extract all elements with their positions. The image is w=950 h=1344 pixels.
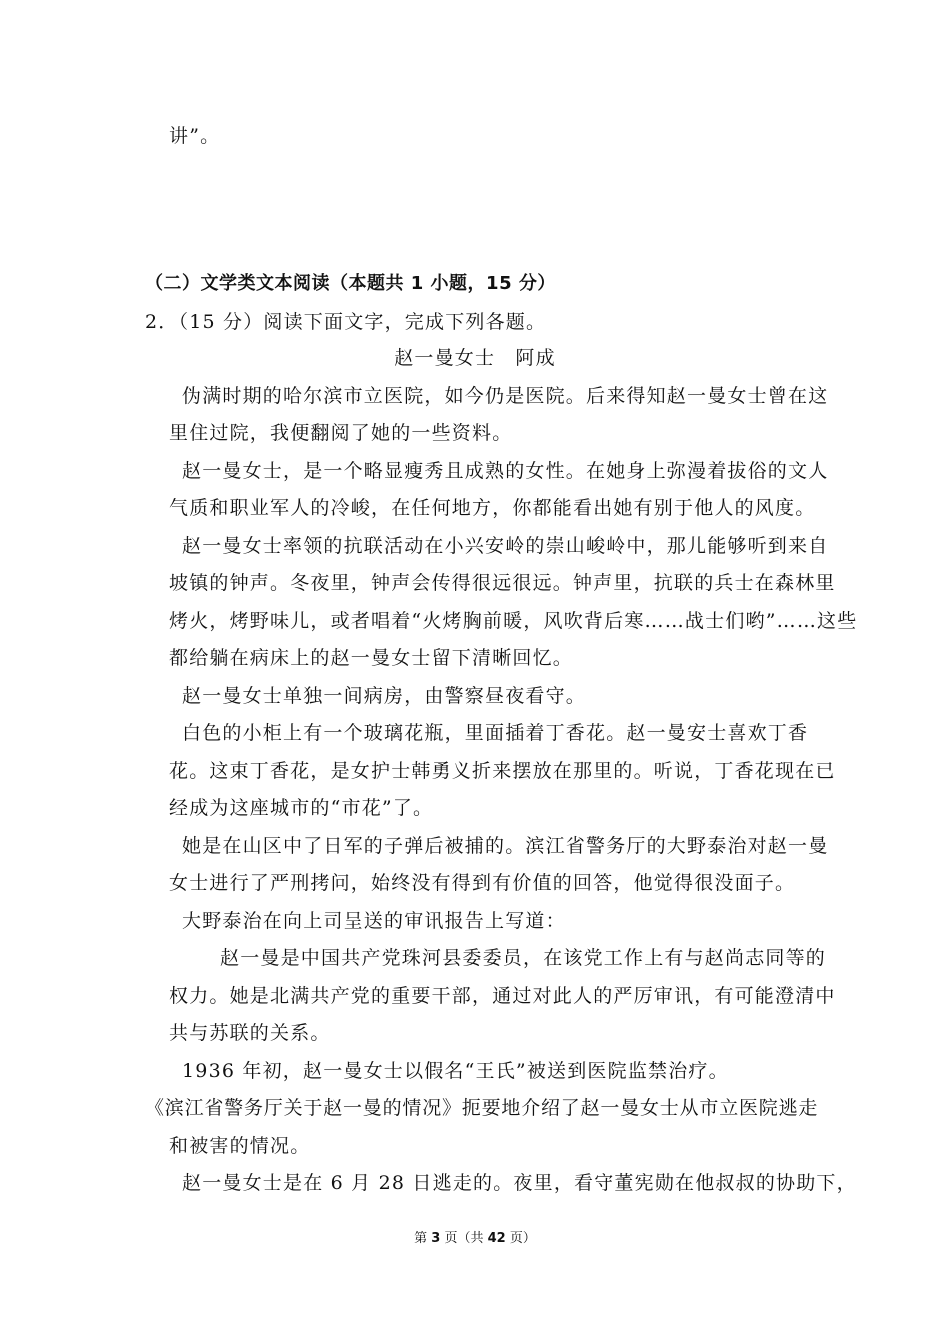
paragraph-line: 花。这束丁香花，是女护士韩勇义折来摆放在那里的。听说，丁香花现在已 bbox=[169, 760, 836, 782]
paragraph-line: 和被害的情况。 bbox=[169, 1135, 311, 1157]
quoted-report-line: 赵一曼是中国共产党珠河县委委员，在该党工作上有与赵尚志同等的 bbox=[220, 947, 827, 969]
paragraph-line: 烤火，烤野味儿，或者唱着“火烤胸前暖，风吹背后寒……战士们哟”……这些 bbox=[169, 610, 858, 632]
section-heading: （二）文学类文本阅读（本题共 1 小题，15 分） bbox=[145, 273, 556, 294]
paragraph-line: 气质和职业军人的冷峻，在任何地方，你都能看出她有别于他人的风度。 bbox=[169, 497, 816, 519]
paragraph-line: 1936 年初，赵一曼女士以假名“王氏”被送到医院监禁治疗。 bbox=[182, 1060, 729, 1082]
paragraph-line: 伪满时期的哈尔滨市立医院，如今仍是医院。后来得知赵一曼女士曾在这 bbox=[182, 385, 829, 407]
page-footer bbox=[0, 1230, 950, 1248]
paragraph-line: 赵一曼女士单独一间病房，由警察昼夜看守。 bbox=[182, 685, 587, 707]
paragraph-line: 《滨江省警务厅关于赵一曼的情况》扼要地介绍了赵一曼女士从市立医院逃走 bbox=[145, 1097, 819, 1119]
text-line: 讲”。 bbox=[169, 125, 221, 147]
paragraph-line: 女士进行了严刑拷问，始终没有得到有价值的回答，他觉得很没面子。 bbox=[169, 872, 796, 894]
paragraph-line: 赵一曼女士率领的抗联活动在小兴安岭的崇山峻岭中，那儿能够听到来自 bbox=[182, 535, 829, 557]
paragraph-line: 坡镇的钟声。冬夜里，钟声会传得很远很远。钟声里，抗联的兵士在森林里 bbox=[169, 572, 836, 594]
paragraph-line: 她是在山区中了日军的子弹后被捕的。滨江省警务厅的大野泰治对赵一曼 bbox=[182, 835, 829, 857]
footer-total-pages: 42 bbox=[487, 1231, 506, 1246]
article-title: 赵一曼女士 阿成 bbox=[394, 347, 556, 369]
quoted-report-line: 共与苏联的关系。 bbox=[169, 1022, 331, 1044]
footer-prefix: 第 bbox=[414, 1231, 428, 1246]
footer-page-number: 3 bbox=[431, 1231, 441, 1246]
paragraph-line: 里住过院，我便翻阅了她的一些资料。 bbox=[169, 422, 513, 444]
paragraph-line: 都给躺在病床上的赵一曼女士留下清晰回忆。 bbox=[169, 647, 574, 669]
question-prompt: 2．（15 分）阅读下面文字，完成下列各题。 bbox=[145, 311, 547, 333]
paragraph-line: 大野泰治在向上司呈送的审讯报告上写道： bbox=[182, 910, 566, 932]
paragraph-line: 赵一曼女士，是一个略显瘦秀且成熟的女性。在她身上弥漫着拔俗的文人 bbox=[182, 460, 829, 482]
footer-middle: 页（共 bbox=[444, 1231, 484, 1246]
paragraph-line: 经成为这座城市的“市花”了。 bbox=[169, 797, 434, 819]
footer-suffix: 页） bbox=[509, 1231, 536, 1246]
paragraph-line: 赵一曼女士是在 6 月 28 日逃走的。夜里，看守董宪勋在他叔叔的协助下， bbox=[182, 1172, 857, 1194]
paragraph-line: 白色的小柜上有一个玻璃花瓶，里面插着丁香花。赵一曼安士喜欢丁香 bbox=[182, 722, 809, 744]
quoted-report-line: 权力。她是北满共产党的重要干部，通过对此人的严厉审讯，有可能澄清中 bbox=[169, 985, 836, 1007]
